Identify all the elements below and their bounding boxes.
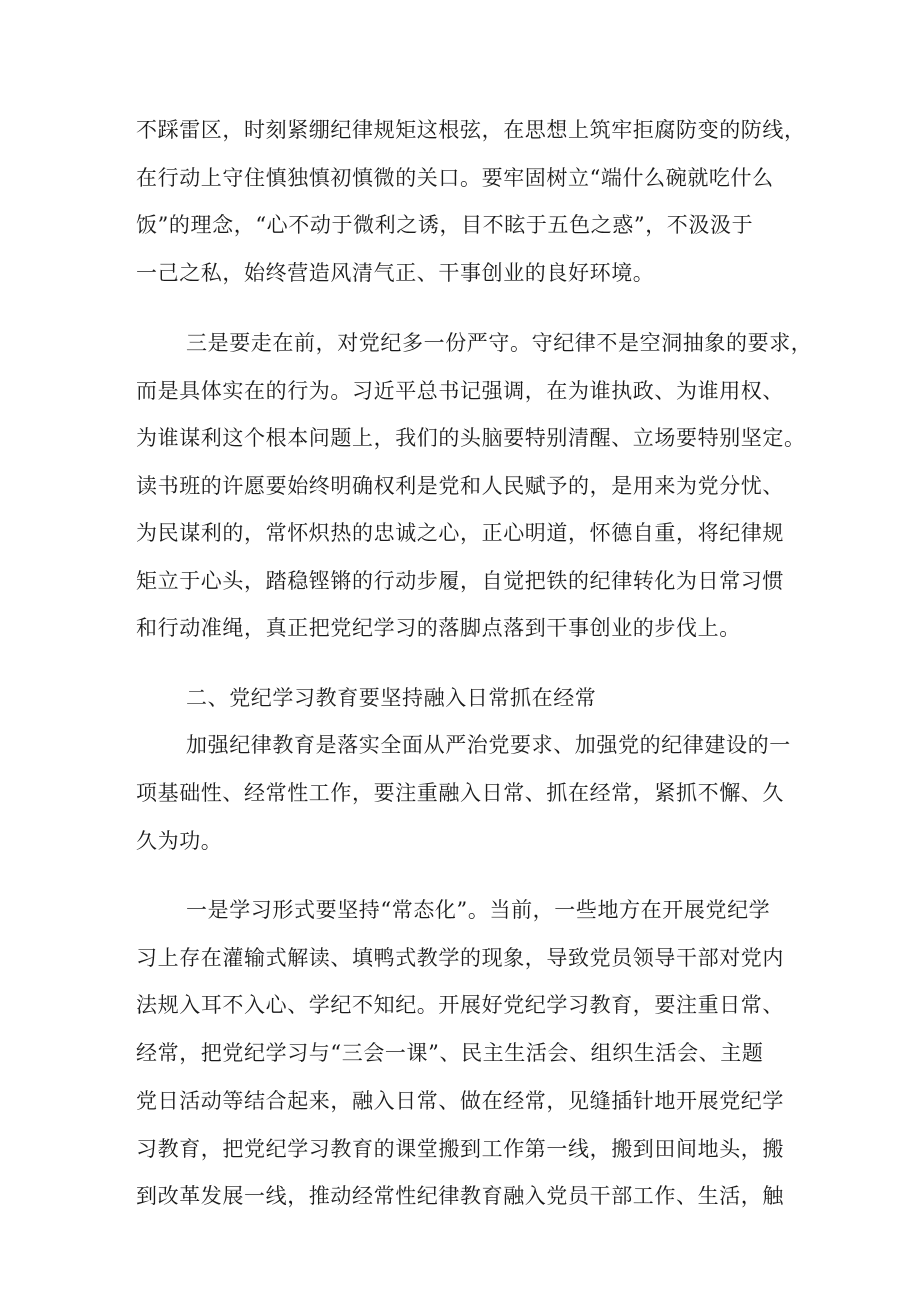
text-line: 而是具体实在的行为。习近平总书记强调，在为谁执政、为谁用权、 [136,379,784,403]
text-line: 为谁谋利这个根本问题上，我们的头脑要特别清醒、立场要特别坚定。 [136,426,806,450]
paragraph-first-line: 一是学习形式要坚持“常态化”。当前，一些地方在开展党纪学 [186,898,771,922]
text-line: 矩立于心头，踏稳铿锵的行动步履，自觉把铁的纪律转化为日常习惯 [136,569,784,593]
section-heading: 二、党纪学习教育要坚持融入日常抓在经常 [186,686,597,710]
text-line: 习教育，把党纪学习教育的课堂搬到工作第一线，搬到田间地头，搬 [136,1137,784,1161]
text-line: 久为功。 [136,829,223,853]
text-line: 一己之私，始终营造风清气正、干事创业的良好环境。 [136,261,655,285]
text-line: 党日活动等结合起来，融入日常、做在经常，见缝插针地开展党纪学 [136,1089,784,1113]
text-line: 和行动准绳，真正把党纪学习的落脚点落到干事创业的步伐上。 [136,616,741,640]
text-line: 法规入耳不入心、学纪不知纪。开展好党纪学习教育，要注重日常、 [136,993,784,1017]
text-line: 读书班的许愿要始终明确权利是党和人民赋予的，是用来为党分忧、 [136,474,784,498]
text-line: 到改革发展一线，推动经常性纪律教育融入党员干部工作、生活，触 [136,1184,784,1208]
text-line: 在行动上守住慎独慎初慎微的关口。要牢固树立“端什么碗就吃什么 [136,166,774,190]
text-line: 为民谋利的，常怀炽热的忠诚之心，正心明道，怀德自重，将纪律规 [136,521,784,545]
paragraph-first-line: 加强纪律教育是落实全面从严治党要求、加强党的纪律建设的一 [186,733,791,757]
text-line: 饭”的理念，“心不动于微利之诱，目不眩于五色之惑”，不汲汲于 [136,213,754,237]
text-line: 经常，把党纪学习与“三会一课”、民主生活会、组织生活会、主题 [136,1041,764,1065]
text-line: 项基础性、经常性工作，要注重融入日常、抓在经常，紧抓不懈、久 [136,781,784,805]
text-line: 不踩雷区，时刻紧绷纪律规矩这根弦，在思想上筑牢拒腐防变的防线， [136,118,806,142]
paragraph-first-line: 三是要走在前，对党纪多一份严守。守纪律不是空洞抽象的要求， [186,331,813,355]
text-line: 习上存在灌输式解读、填鸭式教学的现象，导致党员领导干部对党内 [136,946,784,970]
